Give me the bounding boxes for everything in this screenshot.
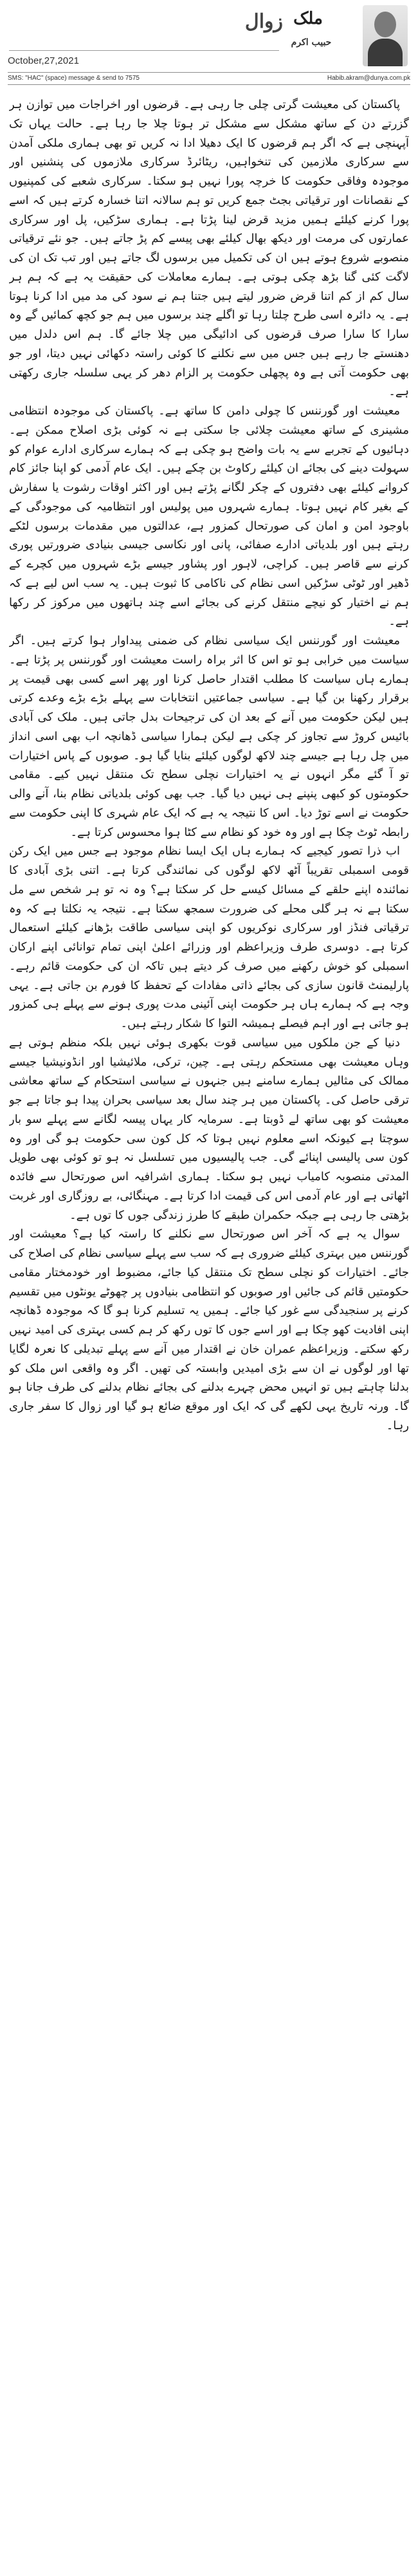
article-paragraph: پاکستان کی معیشت گرتی چلی جا رہی ہے۔ قرضوں اور اخراجات میں توازن ہر گزرتے دن کے ساتھ مشکل سے مشکل تر ہوتا چلا جا رہا ہے۔ حالت یہاں تک آپہنچی ہے کہ اگر ہم قرضوں کا ایک دھیلا ادا نہ کریں تو بھی ہماری ملکی آمدن سے سرکاری ملازمین کی تنخواہیں، ریٹائرڈ سرکاری ملازموں کی پنشنیں اور موجودہ وفاقی حکومت کا خرچہ پورا نہیں ہو سکتا۔ سرکاری شعبے کی کمپنیوں کے نقصانات اور ترقیاتی بجٹ جمع کریں تو ہم سالانہ اتنا خسارہ کرتے ہیں کہ اسے پورا کرنے کیلئے ہمیں مزید قرض لینا پڑتا ہے۔ ہماری سڑکیں، پل اور سرکاری عمارتوں کی مرمت اور دیکھ بھال کیلئے بھی پیسے کم پڑ جاتے ہیں۔ جو نئے ترقیاتی منصوبے شروع ہوتے ہیں ان کی تکمیل میں برسوں لگ جاتے ہیں اور تب تک ان کی لاگت کئی گنا بڑھ چکی ہوتی ہے۔ ہمارے معاملات کی حقیقت یہ ہے کہ ہم ہر سال کم از کم اتنا قرض ضرور لیتے ہیں جتنا ہم نے سود کی مد میں ادا کرنا ہوتا ہے۔ یہ دائرہ اسی طرح چلتا رہا تو اگلے چند برسوں میں ہم جو کچھ کمائیں گے وہ سارا کا سارا صرف قرضوں کی ادائیگی میں چلا جائے گا۔ ہم اس دلدل میں دھنستے جا رہے ہیں جس میں سے نکلنے کا کوئی راستہ دکھائی نہیں دیتا، اور جو بھی حکومت آتی ہے وہ پچھلی حکومت پر الزام دھر کر یہی سلسلہ جاری رکھتی ہے۔ xyxy=(9,98,409,399)
article-paragraph: معیشت اور گورننس ایک سیاسی نظام کی ضمنی پیداوار ہوا کرتے ہیں۔ اگر سیاست میں خرابی ہو تو اس کا اثر براہ راست معیشت اور گورننس پر پڑتا ہے۔ ہمارے ہاں سیاست کا مطلب اقتدار حاصل کرنا اور پھر اسے کسی بھی قیمت پر برقرار رکھنا بن گیا ہے۔ سیاسی جماعتیں انتخابات سے پہلے بڑے بڑے وعدے کرتی ہیں لیکن حکومت میں آنے کے بعد ان کی ترجیحات بدل جاتی ہیں۔ ملک کی آبادی بائیس کروڑ سے تجاوز کر چکی ہے لیکن ہمارا سیاسی ڈھانچہ اب بھی اسی انداز میں چل رہا ہے جیسے چند لاکھ لوگوں کیلئے بنایا گیا ہو۔ صوبوں کے پاس اختیارات تو آ گئے مگر انہوں نے یہ اختیارات نچلی سطح تک منتقل نہیں کیے۔ مقامی حکومتوں کو کبھی پنپنے ہی نہیں دیا گیا۔ جب بھی کوئی بلدیاتی نظام بنا، آنے والی حکومت نے اسے توڑ دیا۔ اس کا نتیجہ یہ ہے کہ ایک عام شہری کا اپنی حکومت سے رابطہ ٹوٹ چکا ہے اور وہ خود کو نظام سے کٹا ہوا محسوس کرتا ہے۔ xyxy=(9,634,409,839)
article-paragraph: اب ذرا تصور کیجیے کہ ہمارے ہاں ایک ایسا نظام موجود ہے جس میں ایک رکن قومی اسمبلی تقریباً آٹھ لاکھ لوگوں کی نمائندگی کرتا ہے۔ اتنی بڑی آبادی کا نمائندہ اپنے حلقے کے مسائل کیسے حل کر سکتا ہے؟ وہ نہ تو ہر شخص سے مل سکتا ہے نہ ہر گلی محلے کی ضرورت سمجھ سکتا ہے۔ نتیجہ یہ نکلتا ہے کہ وہ ترقیاتی فنڈز اور سرکاری نوکریوں کو اپنی سیاسی طاقت بڑھانے کیلئے استعمال کرتا ہے۔ دوسری طرف وزیراعظم اور وزرائے اعلیٰ اپنی تمام توانائی اپنے ارکان اسمبلی کو خوش رکھنے میں صرف کر دیتے ہیں تاکہ ان کی حکومت قائم رہے۔ پارلیمنٹ قانون سازی کی بجائے ذاتی مفادات کے تحفظ کا فورم بن جاتی ہے۔ یہی وجہ ہے کہ ہمارے ہاں ہر حکومت اپنی آئینی مدت پوری ہونے سے پہلے ہی کمزور ہو جاتی ہے اور اہم فیصلے ہمیشہ التوا کا شکار رہتے ہیں۔ xyxy=(9,844,409,1030)
brand-logo-text: ملک xyxy=(293,9,323,28)
sms-info: SMS: "HAC" (space) message & send to 7575 xyxy=(8,75,140,82)
column-title: زوال xyxy=(244,10,283,33)
article-paragraph: دنیا کے جن ملکوں میں سیاسی قوت بکھری ہوئی نہیں بلکہ منظم ہوتی ہے وہاں معیشت بھی مستحکم رہتی ہے۔ چین، ترکی، ملائیشیا اور انڈونیشیا جیسے ممالک کی مثالیں ہمارے سامنے ہیں جنہوں نے سیاسی استحکام کے ساتھ معاشی ترقی حاصل کی۔ پاکستان میں ہر چند سال بعد سیاسی بحران پیدا ہو جاتا ہے جو معیشت کو بھی ساتھ لے ڈوبتا ہے۔ سرمایہ کار یہاں پیسہ لگانے سے پہلے سو بار سوچتا ہے کیونکہ اسے معلوم نہیں ہوتا کہ کل کون سی حکومت ہو گی اور وہ کون سی پالیسی اپنائے گی۔ جب پالیسیوں میں تسلسل نہ ہو تو کوئی بھی طویل المدتی منصوبہ کامیاب نہیں ہو سکتا۔ ہماری اشرافیہ اس صورتحال سے فائدہ اٹھاتی ہے اور عام آدمی اس کی قیمت ادا کرتا ہے۔ مہنگائی، بے روزگاری اور غربت بڑھتی جا رہی ہے جبکہ حکمران طبقے کا طرز زندگی جوں کا توں ہے۔ xyxy=(9,1035,409,1222)
publish-date: October,27,2021 xyxy=(8,55,79,66)
author-email[interactable]: Habib.akram@dunya.com.pk xyxy=(327,75,410,82)
column-header xyxy=(0,0,418,90)
author-name: حبیب اکرم xyxy=(291,37,332,48)
avatar-head xyxy=(374,12,396,37)
article-paragraph: سوال یہ ہے کہ آخر اس صورتحال سے نکلنے کا راستہ کیا ہے؟ معیشت اور گورننس میں بہتری کیلئے ضروری ہے کہ سب سے پہلے سیاسی نظام کی اصلاح کی جائے۔ اختیارات کو نچلی سطح تک منتقل کیا جائے، مضبوط اور خودمختار مقامی حکومتیں قائم کی جائیں اور صوبوں کو انتظامی بنیادوں پر چھوٹے یونٹوں میں تقسیم کرنے پر سنجیدگی سے غور کیا جائے۔ ہمیں یہ تسلیم کرنا ہو گا کہ موجودہ ڈھانچہ اپنی افادیت کھو چکا ہے اور اسے جوں کا توں رکھ کر ہم کسی بہتری کی امید نہیں رکھ سکتے۔ وزیراعظم عمران خان نے اقتدار میں آنے سے پہلے تبدیلی کا نعرہ لگایا تھا اور لوگوں نے ان سے بڑی امیدیں وابستہ کی تھیں۔ اگر وہ واقعی اس ملک کو بدلنا چاہتے ہیں تو انہیں محض چہرے بدلنے کی بجائے نظام بدلنے کی طرف جانا ہو گا۔ ورنہ تاریخ یہی لکھے گی کہ ایک اور موقع ضائع ہو گیا اور زوال کا سفر جاری رہا۔ xyxy=(9,1227,409,1432)
article-paragraph: معیشت اور گورننس کا چولی دامن کا ساتھ ہے۔ پاکستان کی موجودہ انتظامی مشینری کے ساتھ معیشت چلائی جا سکتی ہے نہ کوئی بڑی اصلاح ممکن ہے۔ دہائیوں کے تجربے سے یہ بات واضح ہو چکی ہے کہ ہمارے سرکاری ادارے عوام کو سہولت دینے کی بجائے ان کیلئے رکاوٹ بن چکے ہیں۔ ایک عام آدمی کو اپنا جائز کام کروانے کیلئے بھی دفتروں کے چکر لگانے پڑتے ہیں اور اکثر اوقات رشوت یا سفارش کے بغیر کام نہیں ہوتا۔ ہمارے شہروں میں پولیس اور انتظامیہ کی موجودگی کے باوجود امن و امان کی صورتحال کمزور ہے، عدالتوں میں مقدمات برسوں لٹکے رہتے ہیں اور بلدیاتی ادارے صفائی، پانی اور نکاسی جیسی بنیادی ضرورتیں پوری کرنے سے قاصر ہیں۔ کراچی، لاہور اور پشاور جیسے بڑے شہروں میں کچرے کے ڈھیر اور ٹوٹی سڑکیں اسی نظام کی ناکامی کا ثبوت ہیں۔ یہ سب اس لیے ہے کہ ہم نے اختیار کو نیچے منتقل کرنے کی بجائے اسے چند ہاتھوں میں مرکوز کر رکھا ہے۔ xyxy=(9,404,409,629)
avatar-body xyxy=(368,39,403,66)
columnist-brand xyxy=(286,5,408,64)
title-rule xyxy=(9,50,279,51)
contact-strip xyxy=(8,72,410,85)
author-avatar xyxy=(363,5,408,66)
article-body xyxy=(9,95,409,2566)
